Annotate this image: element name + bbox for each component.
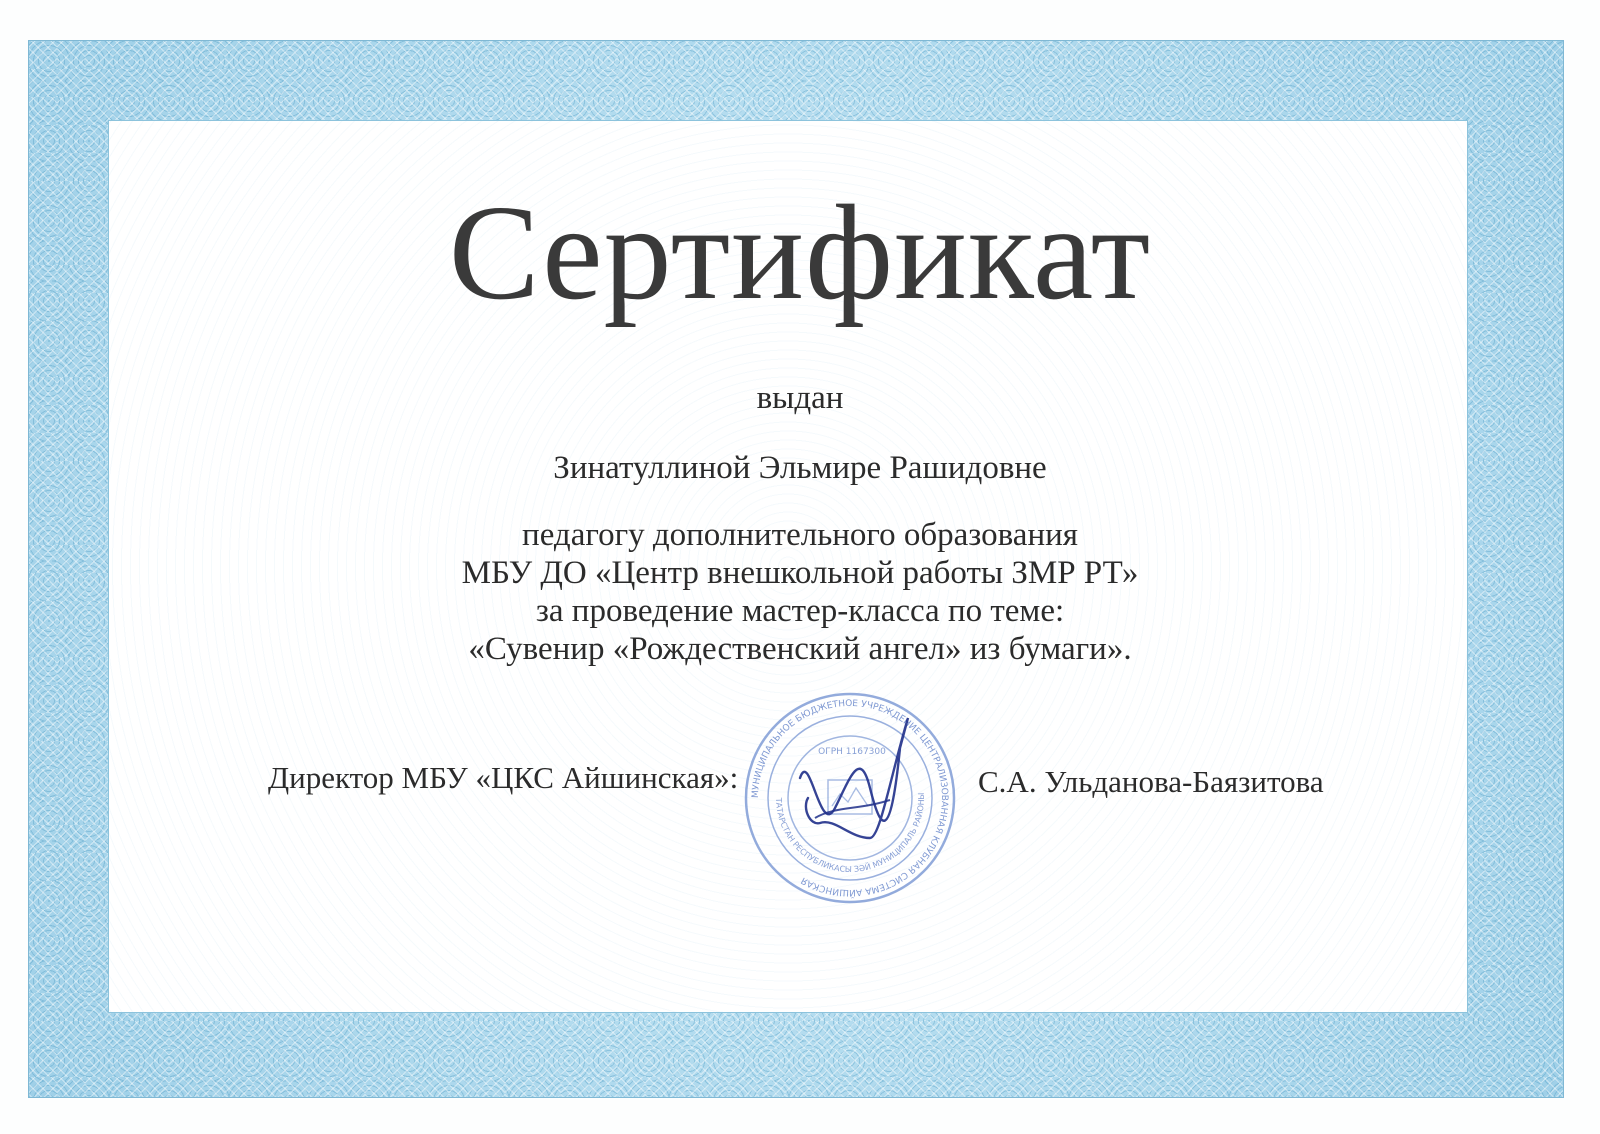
issued-label: выдан <box>756 380 844 416</box>
signatory-position: Директор МБУ «ЦКС Айшинская»: <box>268 760 739 795</box>
seal-outer-text: МУНИЦИПАЛЬНОЕ БЮДЖЕТНОЕ УЧРЕЖДЕНИЕ ЦЕНТРАЛИЗОВАННАЯ КЛУБНАЯ СИСТЕМА АЙШИНСКАЯ <box>750 698 950 898</box>
description-line-1: педагогу дополнительного образования <box>522 517 1078 553</box>
description-line-4: «Сувенир «Рождественский ангел» из бумаги». <box>468 631 1132 667</box>
certificate-description <box>0 516 1600 668</box>
seal-icon <box>740 688 960 908</box>
description-line-2: МБУ ДО «Центр внешкольной работы ЗМР РТ» <box>461 555 1139 591</box>
recipient-name: Зинатуллиной Эльмире Рашидовне <box>553 450 1047 486</box>
signatory-name: С.А. Ульданова-Баязитова <box>978 764 1324 799</box>
seal-inner-text: ТАТАРСТАН РЕСПУБЛИКАСЫ ЗӘЙ МУНИЦИПАЛЬ РАЙОНЫ <box>773 792 927 875</box>
description-line-3: за проведение мастер-класса по теме: <box>535 593 1065 629</box>
certificate-title: Сертификат <box>448 178 1152 328</box>
seal-ogrn: ОГРН 1167300 <box>818 747 886 757</box>
